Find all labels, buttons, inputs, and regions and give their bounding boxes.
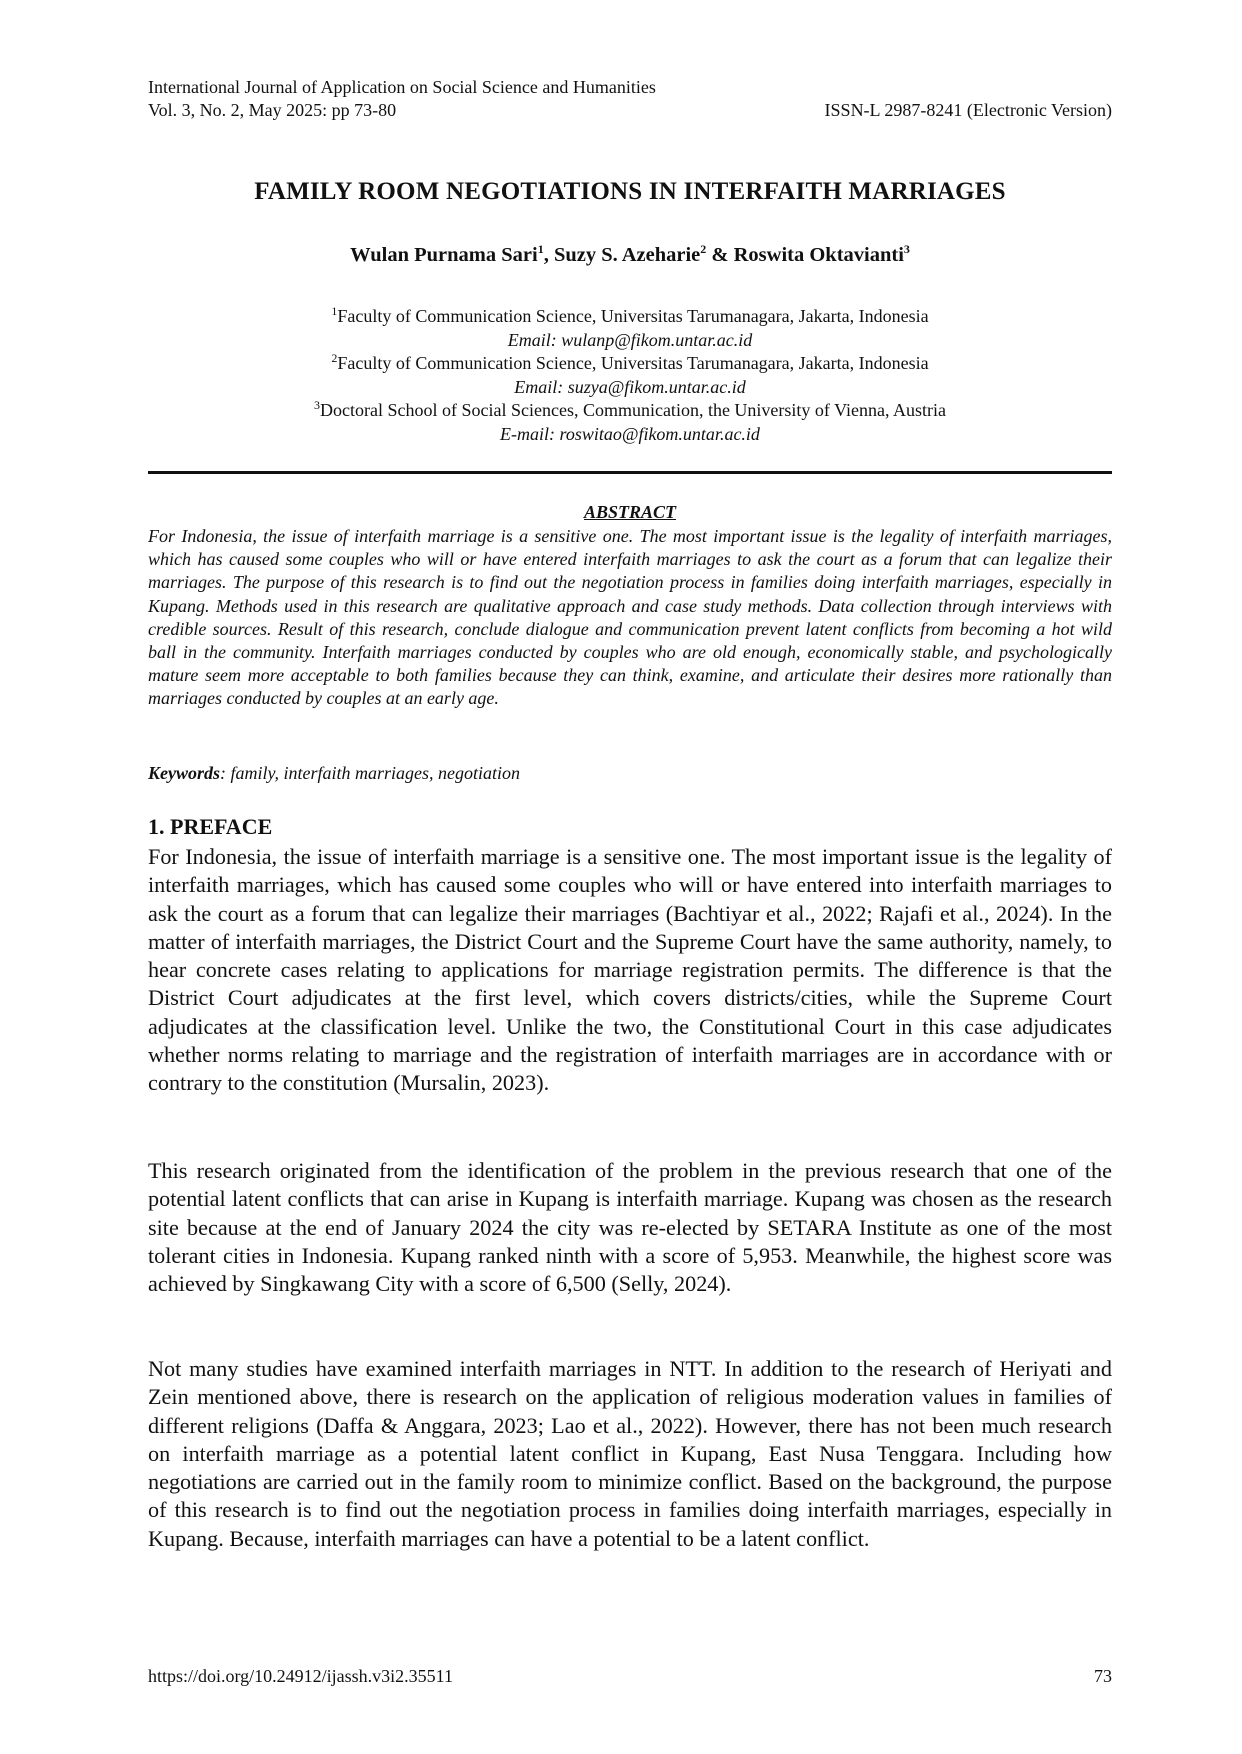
author-mark: 1: [537, 242, 544, 257]
doi-link[interactable]: https://doi.org/10.24912/ijassh.v3i2.35511: [148, 1666, 454, 1686]
body-paragraph: Not many studies have examined interfaith marriages in NTT. In addition to the research of Heriyati and Zein mentioned above, there is research on the application of religious moderation values in families of different religions (Daffa & Anggara, 2023; Lao et al., 2022). However, there has not been much research on interfaith marriage as a potential latent conflict in Kupang, East Nusa Tenggara. Including how negotiations are carried out in the family room to minimize conflict. Based on the background, the purpose of this research is to find out the negotiation process in families doing interfaith marriages, especially in Kupang. Because, interfaith marriages can have a potential to be a latent conflict.: [148, 1356, 1112, 1551]
author-name: Roswita Oktavianti: [733, 244, 904, 266]
affiliation-mark: 2: [331, 351, 338, 365]
abstract-heading: ABSTRACT: [583, 502, 677, 522]
volume-info: Vol. 3, No. 2, May 2025: pp 73-80: [148, 100, 397, 120]
affiliation-text: Faculty of Communication Science, Universitas Tarumanagara, Jakarta, Indonesia: [337, 306, 929, 326]
affiliation-email: Email: wulanp@fikom.untar.ac.id: [507, 329, 753, 350]
keywords-text: : family, interfaith marriages, negotiation: [220, 763, 520, 783]
page-footer: [148, 1666, 1112, 1687]
affiliation-mark: 3: [314, 398, 321, 412]
section-heading: 1. PREFACE: [148, 814, 273, 839]
affiliation: [148, 305, 1112, 329]
header-divider: [148, 471, 1112, 474]
affiliation-text: Faculty of Communication Science, Universitas Tarumanagara, Jakarta, Indonesia: [337, 353, 929, 373]
paper-title: FAMILY ROOM NEGOTIATIONS IN INTERFAITH MARRIAGES: [254, 178, 1006, 205]
author-list: [148, 244, 1112, 267]
affiliation: [148, 352, 1112, 376]
affiliations: [148, 305, 1112, 446]
body-paragraph: This research originated from the identification of the problem in the previous research that one of the potential latent conflicts that can arise in Kupang is interfaith marriage. Kupang was chosen as the research site because at the end of January 2024 the city was re-elected by SETARA Institute as one of the most tolerant cities in Indonesia. Kupang ranked ninth with a score of 5,953. Meanwhile, the highest score was achieved by Singkawang City with a score of 6,500 (Selly, 2024).: [148, 1158, 1112, 1297]
page-number: 73: [1094, 1666, 1112, 1686]
author-mark: 3: [903, 242, 910, 257]
body-paragraph: For Indonesia, the issue of interfaith marriage is a sensitive one. The most important issue is the legality of interfaith marriages, which has caused some couples who will or have entered into interfaith marriages to ask the court as a forum that can legalize their marriages (Bachtiyar et al., 2022; Rajafi et al., 2024). In the matter of interfaith marriages, the District Court and the Supreme Court have the same authority, namely, to hear concrete cases relating to applications for marriage registration permits. The difference is that the District Court adjudicates at the first level, which covers districts/cities, while the Supreme Court adjudicates at the classification level. Unlike the two, the Constitutional Court in this case adjudicates whether norms relating to marriage and the registration of interfaith marriages are in accordance with or contrary to the constitution (Mursalin, 2023).: [148, 844, 1112, 1096]
author-name: Suzy S. Azeharie: [553, 244, 701, 266]
affiliation-mark: 1: [331, 304, 338, 318]
affiliation-email: Email: suzya@fikom.untar.ac.id: [514, 376, 746, 397]
affiliation-email: E-mail: roswitao@fikom.untar.ac.id: [500, 423, 760, 444]
author-separator: ,: [543, 244, 554, 266]
issn: ISSN-L 2987-8241 (Electronic Version): [824, 100, 1112, 120]
keywords-label: Keywords: [148, 763, 220, 783]
journal-name: International Journal of Application on Social Science and Humanities: [148, 77, 656, 97]
author-mark: 2: [700, 242, 707, 257]
abstract-text: For Indonesia, the issue of interfaith marriage is a sensitive one. The most important issue is the legality of interfaith marriages, which has caused some couples who will or have entered interfaith marriages to ask the court as a forum that can legalize their marriages. The purpose of this research is to find out the negotiation process in families doing interfaith marriages, especially in Kupang. Methods used in this research are qualitative approach and case study methods. Data collection through interviews with credible sources. Result of this research, conclude dialogue and communication prevent latent conflicts from becoming a hot wild ball in the community. Interfaith marriages conducted by couples who are old enough, economically stable, and psychologically mature seem more acceptable to both families because they can think, examine, and articulate their desires more rationally than marriages conducted by couples at an early age.: [148, 526, 1112, 709]
affiliation: [148, 399, 1112, 423]
journal-header: [148, 76, 1112, 122]
affiliation-text: Doctoral School of Social Sciences, Communication, the University of Vienna, Austria: [320, 400, 946, 420]
author-name: Wulan Purnama Sari: [350, 244, 538, 266]
keywords: [148, 763, 1112, 784]
author-separator: &: [706, 244, 734, 266]
